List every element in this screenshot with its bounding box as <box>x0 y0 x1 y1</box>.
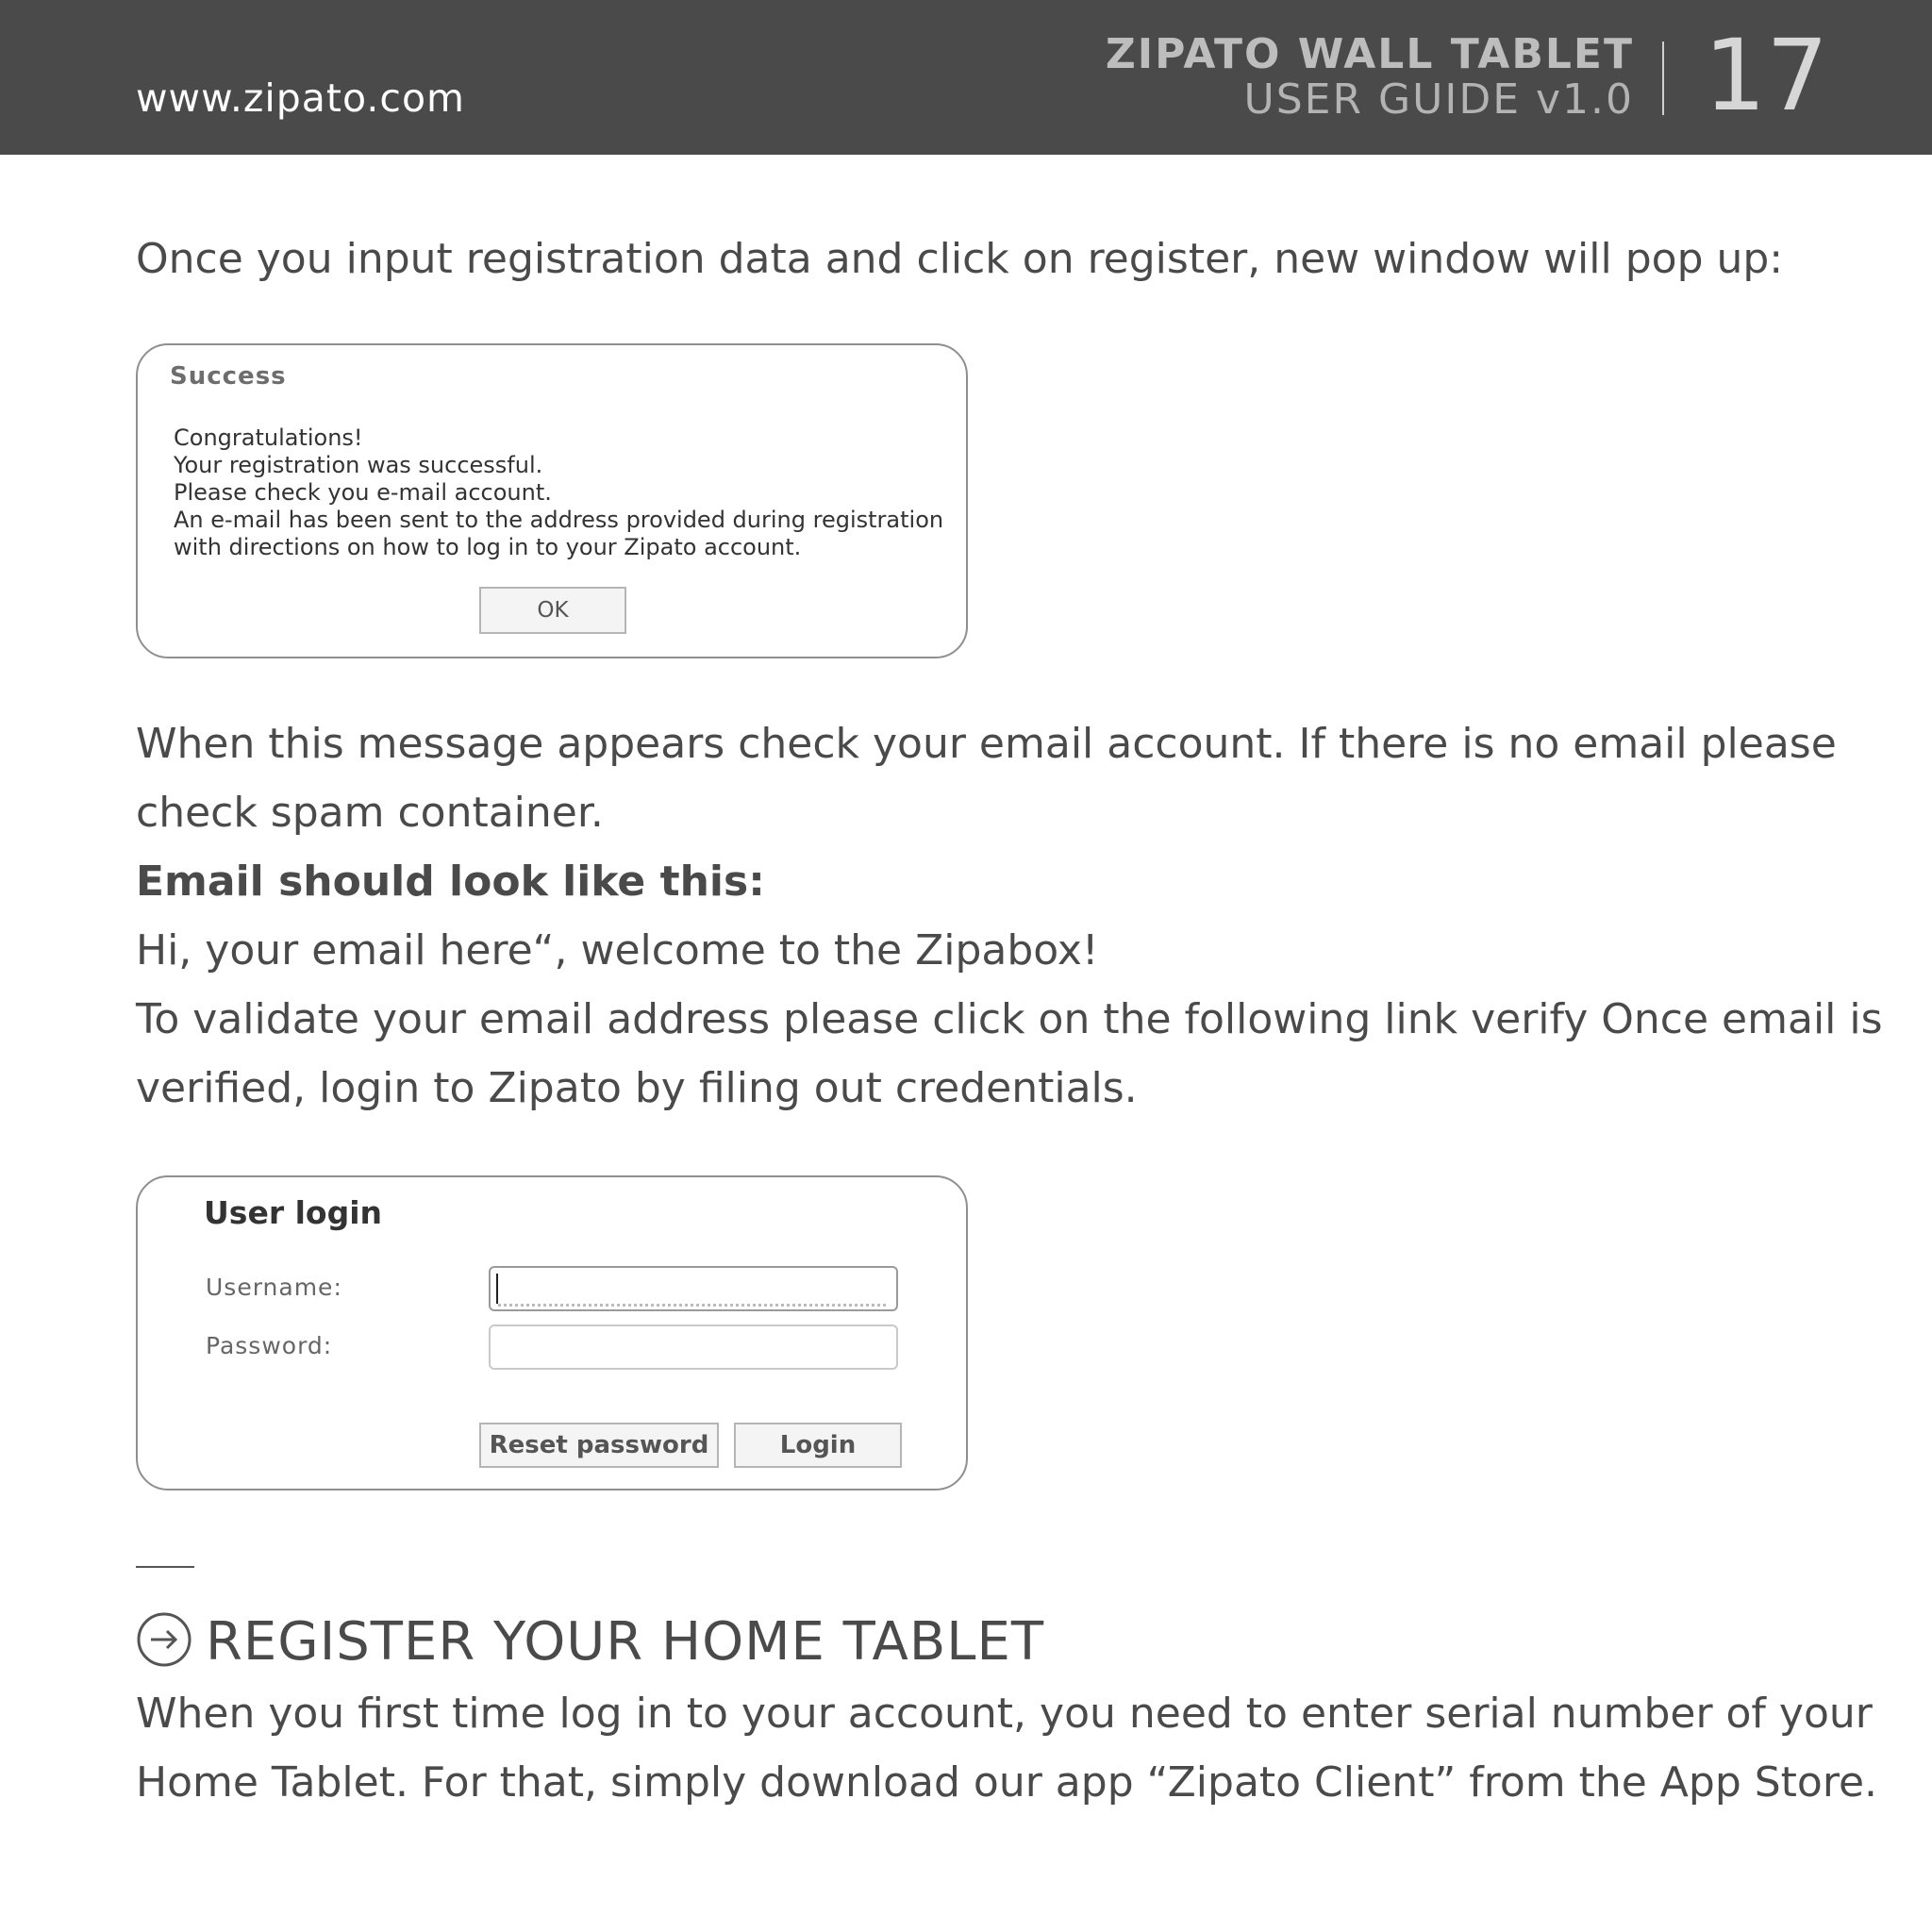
intro-paragraph: Once you input registration data and click on register, new window will pop up: <box>136 235 1784 283</box>
email-example-heading-text: Email should look like this: <box>136 858 765 906</box>
email-example-heading <box>136 847 1806 916</box>
email-example-line: verified, login to Zipato by filing out credentials. <box>136 1064 1138 1112</box>
arrow-right-circle-icon <box>136 1611 192 1668</box>
login-dialog-screenshot <box>136 1175 968 1491</box>
success-dialog-screenshot <box>136 343 968 658</box>
body-paragraph-line: check spam container. <box>136 789 604 837</box>
success-message-line: Congratulations! <box>174 425 363 451</box>
section-paragraph-line: When you first time log in to your account, you need to enter serial number of your <box>136 1690 1873 1738</box>
spellcheck-underline <box>498 1304 889 1307</box>
body-paragraph-line: When this message appears check your email account. If there is no email please <box>136 720 1837 768</box>
site-url: www.zipato.com <box>136 75 465 121</box>
document-title <box>1106 32 1634 123</box>
document-title-line2: USER GUIDE v1.0 <box>1243 75 1634 124</box>
section-heading: REGISTER YOUR HOME TABLET <box>206 1611 1045 1673</box>
success-message-line: Your registration was successful. <box>174 452 543 478</box>
login-button[interactable]: Login <box>734 1423 902 1468</box>
success-message-line: An e-mail has been sent to the address provided during registration <box>174 507 944 533</box>
success-message <box>174 425 943 561</box>
header-divider <box>1662 42 1664 115</box>
text-caret <box>496 1274 498 1304</box>
password-label: Password: <box>206 1332 333 1359</box>
section-rule <box>136 1566 194 1568</box>
username-input[interactable] <box>489 1266 898 1311</box>
email-example-line: To validate your email address please click on the following link verify Once email is <box>136 995 1883 1043</box>
login-dialog-title: User login <box>204 1194 382 1231</box>
ok-button[interactable]: OK <box>479 587 626 634</box>
email-example-line: Hi, your email here“, welcome to the Zipabox! <box>136 926 1099 974</box>
password-input[interactable] <box>489 1324 898 1370</box>
reset-password-button[interactable]: Reset password <box>479 1423 719 1468</box>
page-number: 17 <box>1704 18 1829 133</box>
page-header <box>0 0 1932 155</box>
username-label: Username: <box>206 1274 342 1301</box>
section-paragraph-line: Home Tablet. For that, simply download our app “Zipato Client” from the App Store. <box>136 1758 1878 1807</box>
success-message-line: Please check you e-mail account. <box>174 479 552 506</box>
document-title-line1: ZIPATO WALL TABLET <box>1105 30 1634 78</box>
success-message-line: with directions on how to log in to your Zipato account. <box>174 534 802 560</box>
success-dialog-title: Success <box>170 362 287 391</box>
